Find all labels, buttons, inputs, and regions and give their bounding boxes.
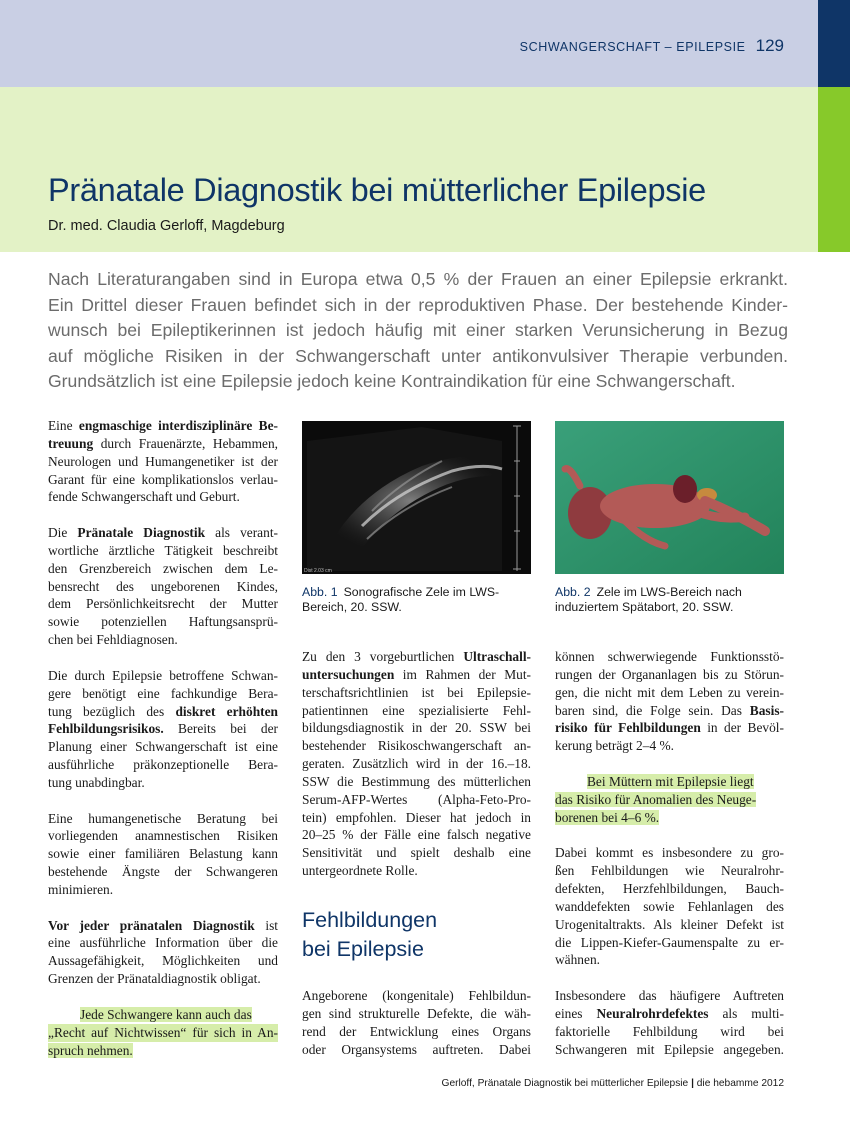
text-line: Aussagefähigkeit, Möglichkeiten und — [48, 953, 278, 969]
paragraph — [555, 844, 784, 969]
highlight-text: das Risiko für Anomalien des Neuge- — [555, 791, 757, 807]
text-line: Sensitivität und spielt deshalb eine — [302, 845, 531, 861]
paragraph — [302, 987, 531, 1058]
text: Eine — [48, 418, 79, 433]
text-line: den Grenzbereich zwischen dem Le- — [48, 560, 278, 576]
text-line: bensrecht des ungeborenen Kindes, — [48, 578, 278, 594]
text-line: untergeordnete Rolle. — [302, 863, 418, 879]
lead-line: Grundsätzlich ist eine Epilepsie jedoch keine Kontraindikation für eine Schwangerschaft. — [48, 371, 736, 392]
bold-text: risiko für Fehlbildungen — [555, 720, 701, 736]
figure-1-caption — [302, 585, 531, 615]
text: als multi- — [708, 1005, 784, 1021]
highlight-text: spruch nehmen. — [48, 1042, 133, 1058]
paragraph — [555, 648, 784, 755]
paragraph — [48, 524, 278, 649]
article-title: Pränatale Diagnostik bei mütterlicher Epilepsie — [48, 172, 706, 208]
bold-text: untersuchungen — [302, 666, 395, 682]
text-line: Eine humangenetische Beratung bei — [48, 810, 278, 826]
text-line: tung unabdingbar. — [48, 774, 145, 790]
lead-line: wunsch bei Epileptikerinnen ist jedoch häufig mit einer starken Verunsicherung in Bezug — [48, 320, 788, 341]
highlight-text: „Recht auf Nichtwissen“ für sich in An- — [48, 1024, 278, 1040]
text-line: bestehender Risikoschwangerschaft an- — [302, 738, 531, 754]
header-accent-block — [818, 0, 850, 87]
bold-text: treuung — [48, 435, 94, 451]
paragraph — [48, 417, 278, 506]
caption-text: Bereich, 20. SSW. — [302, 600, 402, 615]
fetus-photo — [555, 421, 784, 574]
text: als verant- — [205, 525, 278, 541]
highlight-text: Bei Müttern mit Epilepsie liegt — [587, 773, 754, 789]
text-line: eine ausführliche Information über die — [48, 935, 278, 951]
text-line: Urogenitaltrakts. Als kleiner Defekt ist — [555, 916, 784, 932]
text-line: terschaftsrichtlinien ist bei Epilepsie- — [302, 684, 531, 700]
text-line: patientinnen eine spezialisierte Fehl- — [302, 702, 531, 718]
text: durch Frauenärzte, Hebammen, — [93, 435, 278, 451]
lead-line: Ein Drittel dieser Frauen befindet sich in der reproduktiven Phase. Der bestehende Kinder- — [48, 294, 788, 315]
text-line: bestehende Ängste der Schwangeren — [48, 864, 278, 880]
column-1 — [48, 417, 278, 1059]
text-line: wortliche ärztliche Tätigkeit beschreibt — [48, 542, 278, 558]
paragraph — [48, 667, 278, 792]
text: Zu den 3 vorgeburtlichen — [302, 649, 464, 664]
text-line: defekten, Herzfehlbildungen, Bauch- — [555, 880, 784, 896]
bold-text: Basis- — [749, 702, 784, 718]
footer-citation: Gerloff, Pränatale Diagnostik bei mütterlicher Epilepsie — [441, 1078, 689, 1089]
highlight-text: Jede Schwangere kann auch das — [80, 1006, 252, 1022]
highlight-text: borenen bei 4–6 %. — [555, 809, 660, 825]
paragraph — [555, 987, 784, 1058]
bold-text: Neuralrohrdefektes — [596, 1005, 709, 1021]
footer-separator: | — [691, 1078, 694, 1089]
ultrasound-measurement-label: Dist 2.03 cm — [304, 568, 332, 574]
text-line: vorliegenden anamnestischen Risiken — [48, 828, 278, 844]
ultrasound-image — [302, 421, 531, 574]
text-line: Serum-AFP-Wertes (Alpha-Feto-Pro- — [302, 791, 531, 807]
column-2-continued — [302, 987, 531, 1058]
text-line: dem Persönlichkeitsrecht der Mutter — [48, 596, 278, 612]
text-line: rungen der Organanlagen bis zu Störun- — [555, 666, 784, 682]
text: eines — [555, 1005, 597, 1021]
text-line: Neurologen und Humangenetiker ist der — [48, 453, 278, 469]
highlight-quote — [555, 773, 784, 827]
text-line: gere benötigt eine fachkundige Bera- — [48, 685, 278, 701]
bold-text: Pränatale Diagnostik — [77, 525, 206, 541]
text-line: 20–25 % der Fälle eine falsch negative — [302, 827, 531, 843]
heading-line: Fehlbildungen — [302, 908, 438, 932]
text-line: minimieren. — [48, 881, 114, 897]
text-line: bildungsdiagnostik in der 20. SSW bei — [302, 720, 531, 736]
text-line: fende Schwangerschaft und Geburt. — [48, 489, 240, 505]
footer-journal: die hebamme 2012 — [696, 1078, 784, 1089]
section-heading — [302, 906, 437, 964]
caption-text: Zele im LWS-Bereich nach — [596, 585, 742, 599]
text-line: ßen Fehlbildungen wie Neuralrohr- — [555, 863, 784, 879]
text-line: faktorielle Fehlbildung wird bei — [555, 1023, 784, 1039]
column-3 — [555, 648, 784, 1058]
text: baren sind, die Folge sein. Das — [555, 702, 750, 718]
text-line: Dabei kommt es insbesondere zu gro- — [555, 845, 784, 861]
text-line: oder Organsystems auftreten. Dabei — [302, 1041, 531, 1057]
column-2 — [302, 648, 531, 880]
paragraph — [48, 810, 278, 899]
caption-text: Sonografische Zele im LWS- — [343, 585, 500, 599]
caption-text: induziertem Spätabort, 20. SSW. — [555, 600, 734, 615]
text: Bereits bei der — [163, 721, 278, 737]
text-line: Grenzen der Pränataldiagnostik obligat. — [48, 971, 261, 987]
lead-line: auf mögliche Risiken in der Schwangerschaft unter antikonvulsiver Therapie verbunden. — [48, 345, 788, 366]
text-line: rend der Entwicklung eines Organs — [302, 1023, 531, 1039]
page-number: 129 — [755, 36, 784, 55]
figure-2-label: Abb. 2 — [555, 585, 591, 599]
bold-text: diskret erhöhten — [175, 703, 278, 719]
text-line: Insbesondere das häufigere Auftreten — [555, 988, 784, 1004]
text-line: chen bei Fehldiagnosen. — [48, 632, 178, 648]
text-line: ausführliche präkonzeptionelle Bera- — [48, 757, 278, 773]
article-author: Dr. med. Claudia Gerloff, Magdeburg — [48, 218, 285, 234]
figure-1-label: Abb. 1 — [302, 585, 338, 599]
lead-paragraph — [48, 267, 788, 395]
paragraph — [48, 917, 278, 988]
bold-text: Fehlbildungsrisikos. — [48, 721, 164, 737]
text-line: Angeborene (kongenitale) Fehlbildun- — [302, 988, 531, 1003]
title-accent-block — [818, 87, 850, 252]
heading-line: bei Epilepsie — [302, 937, 424, 961]
text: in der Bevöl- — [700, 720, 784, 736]
text-line: SSW die Bestimmung des mütterlichen — [302, 773, 531, 789]
text-line: gen sind strukturelle Defekte, die wäh- — [302, 1005, 531, 1021]
text: ist — [254, 917, 278, 933]
lead-line: Nach Literaturangaben sind in Europa etwa 0,5 % der Frauen an einer Epilepsie erkrankt. — [48, 269, 788, 289]
bold-text: Vor jeder pränatalen Diagnostik — [48, 917, 255, 933]
text: im Rahmen der Mut- — [394, 666, 531, 682]
bold-text: Ultraschall- — [463, 649, 531, 664]
paragraph — [302, 648, 531, 880]
text-line: Planung einer Schwangerschaft ist eine — [48, 739, 278, 755]
bold-text: engmaschige interdisziplinäre Be- — [78, 418, 278, 433]
text-line: sowie einer familiären Belastung kann — [48, 846, 278, 862]
page-footer — [442, 1078, 784, 1089]
highlight-quote — [48, 1006, 278, 1060]
text-line: die Lippen-Kiefer-Gaumenspalte zu er- — [555, 934, 784, 950]
figure-2-caption — [555, 585, 784, 615]
text: tung bezüglich des — [48, 703, 176, 719]
text-line: tein) empfohlen. Dieser hat jedoch in — [302, 809, 531, 825]
text-line: sowie potenziellen Haftungsansprü- — [48, 614, 278, 630]
text-line: kerung beträgt 2–4 %. — [555, 738, 674, 754]
text-line: wanddefekten sowie Fehlanlagen des — [555, 898, 784, 914]
text-line: gen, die nicht mit dem Leben zu verein- — [555, 684, 784, 700]
text-line: wähnen. — [555, 952, 600, 968]
text-line: können schwerwiegende Funktionsstö- — [555, 649, 784, 664]
text-line: geraten. Zusätzlich wird in der 16.–18. — [302, 756, 531, 772]
running-head — [520, 36, 784, 56]
text-line: Schwangeren mit Epilepsie angegeben. — [555, 1041, 784, 1057]
running-head-section: SCHWANGERSCHAFT – EPILEPSIE — [519, 40, 746, 54]
text: Die — [48, 525, 78, 541]
text-line: Die durch Epilepsie betroffene Schwan- — [48, 667, 278, 683]
text-line: Garant für eine komplikationslos verlau- — [48, 471, 278, 487]
